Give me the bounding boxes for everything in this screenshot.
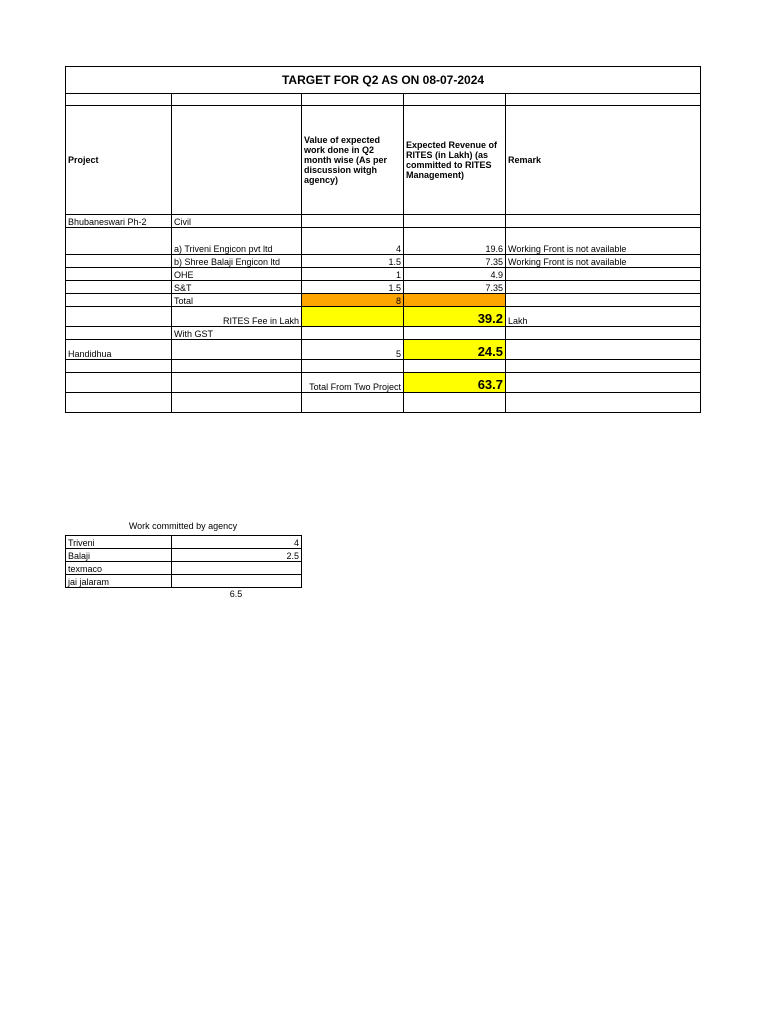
two-project-value: 63.7 bbox=[404, 373, 506, 393]
ohe-value: 1 bbox=[302, 268, 404, 281]
triveni-remark: Working Front is not available bbox=[506, 228, 701, 255]
triveni-name: a) Triveni Engicon pvt ltd bbox=[172, 228, 302, 255]
rites-fee-label: RITES Fee in Lakh bbox=[172, 307, 302, 327]
two-project-label: Total From Two Project bbox=[302, 373, 404, 393]
handidhua-value: 5 bbox=[302, 340, 404, 360]
header-remark: Remark bbox=[506, 106, 701, 215]
snt-name: S&T bbox=[172, 281, 302, 294]
balaji-value: 1.5 bbox=[302, 255, 404, 268]
agency-value bbox=[172, 575, 302, 588]
triveni-value: 4 bbox=[302, 228, 404, 255]
project-handidhua: Handidhua bbox=[66, 340, 172, 360]
with-gst-label: With GST bbox=[172, 327, 302, 340]
balaji-revenue: 7.35 bbox=[404, 255, 506, 268]
target-table bbox=[65, 66, 701, 413]
total-value: 8 bbox=[302, 294, 404, 307]
ohe-revenue: 4.9 bbox=[404, 268, 506, 281]
header-expected-revenue: Expected Revenue of RITES (in Lakh) (as committed to RITES Management) bbox=[404, 106, 506, 215]
ohe-name: OHE bbox=[172, 268, 302, 281]
agency-name: texmaco bbox=[66, 562, 172, 575]
agency-value: 4 bbox=[172, 536, 302, 549]
balaji-remark: Working Front is not available bbox=[506, 255, 701, 268]
balaji-name: b) Shree Balaji Engicon ltd bbox=[172, 255, 302, 268]
handidhua-revenue: 24.5 bbox=[404, 340, 506, 360]
agency-table-caption: Work committed by agency bbox=[128, 521, 238, 531]
agency-name: jai jalaram bbox=[66, 575, 172, 588]
agency-total: 6.5 bbox=[229, 589, 243, 599]
rites-fee-unit: Lakh bbox=[506, 307, 701, 327]
total-label: Total bbox=[172, 294, 302, 307]
agency-value: 2.5 bbox=[172, 549, 302, 562]
rites-fee-value: 39.2 bbox=[404, 307, 506, 327]
agency-table bbox=[65, 535, 302, 588]
agency-name: Triveni bbox=[66, 536, 172, 549]
civil-label: Civil bbox=[172, 215, 302, 228]
triveni-revenue: 19.6 bbox=[404, 228, 506, 255]
table-title: TARGET FOR Q2 AS ON 08-07-2024 bbox=[66, 67, 701, 94]
snt-revenue: 7.35 bbox=[404, 281, 506, 294]
agency-name: Balaji bbox=[66, 549, 172, 562]
header-value-expected: Value of expected work done in Q2 month wise (As per discussion witgh agency) bbox=[302, 106, 404, 215]
snt-value: 1.5 bbox=[302, 281, 404, 294]
agency-value bbox=[172, 562, 302, 575]
header-project: Project bbox=[66, 106, 172, 215]
project-bhubaneswari: Bhubaneswari Ph-2 bbox=[66, 215, 172, 228]
